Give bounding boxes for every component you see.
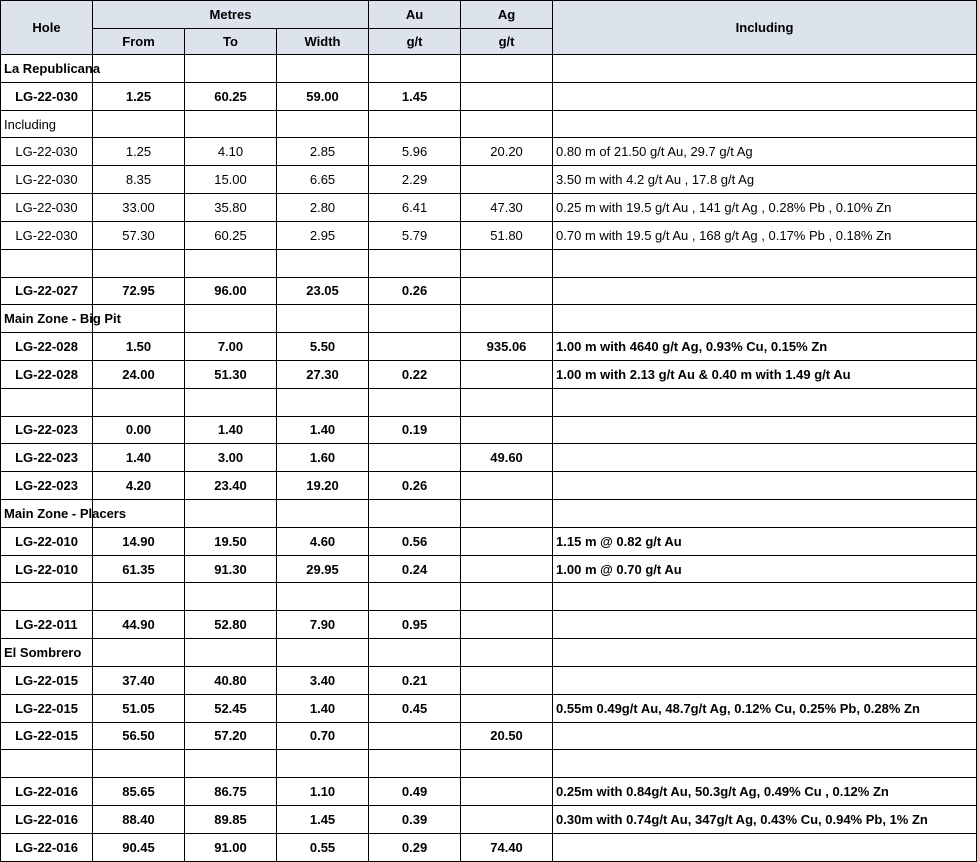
empty-cell <box>277 388 369 416</box>
empty-cell <box>185 583 277 611</box>
width-cell: 1.45 <box>277 805 369 833</box>
section-label: Including <box>1 110 93 138</box>
hole-cell: LG-22-016 <box>1 833 93 861</box>
au-cell: 0.49 <box>369 778 461 806</box>
empty-cell <box>277 750 369 778</box>
including-cell: 1.00 m with 4640 g/t Ag, 0.93% Cu, 0.15% Zn <box>553 333 977 361</box>
table-row <box>1 722 977 750</box>
including-cell: 1.15 m @ 0.82 g/t Au <box>553 527 977 555</box>
ag-cell: 20.50 <box>461 722 553 750</box>
width-cell: 1.40 <box>277 694 369 722</box>
section-label: Main Zone - Big Pit <box>1 305 93 333</box>
from-cell: 57.30 <box>93 221 185 249</box>
header-metres: Metres <box>93 1 369 29</box>
empty-cell <box>461 249 553 277</box>
empty-cell <box>461 110 553 138</box>
ag-cell: 49.60 <box>461 444 553 472</box>
empty-cell <box>553 388 977 416</box>
header-au: Au <box>369 1 461 29</box>
empty-cell <box>553 500 977 528</box>
empty-cell <box>1 388 93 416</box>
header-ag-unit: g/t <box>461 29 553 55</box>
au-cell: 0.95 <box>369 611 461 639</box>
table-header <box>1 1 977 55</box>
hole-cell: LG-22-030 <box>1 194 93 222</box>
to-cell: 89.85 <box>185 805 277 833</box>
to-cell: 15.00 <box>185 166 277 194</box>
width-cell: 0.55 <box>277 833 369 861</box>
table-row <box>1 778 977 806</box>
ag-cell <box>461 611 553 639</box>
empty-cell <box>1 750 93 778</box>
empty-cell <box>461 305 553 333</box>
empty-cell <box>93 750 185 778</box>
empty-cell <box>185 55 277 83</box>
to-cell: 86.75 <box>185 778 277 806</box>
empty-cell <box>369 583 461 611</box>
width-cell: 4.60 <box>277 527 369 555</box>
au-cell <box>369 333 461 361</box>
au-cell: 5.96 <box>369 138 461 166</box>
empty-cell <box>461 55 553 83</box>
to-cell: 4.10 <box>185 138 277 166</box>
empty-cell <box>553 110 977 138</box>
from-cell: 56.50 <box>93 722 185 750</box>
table-row <box>1 166 977 194</box>
section-label: La Republicana <box>1 55 93 83</box>
hole-cell: LG-22-028 <box>1 333 93 361</box>
empty-cell <box>185 388 277 416</box>
table-row <box>1 138 977 166</box>
table-row <box>1 805 977 833</box>
ag-cell <box>461 555 553 583</box>
au-cell: 6.41 <box>369 194 461 222</box>
hole-cell: LG-22-023 <box>1 416 93 444</box>
to-cell: 57.20 <box>185 722 277 750</box>
from-cell: 37.40 <box>93 666 185 694</box>
hole-cell: LG-22-015 <box>1 666 93 694</box>
from-cell: 4.20 <box>93 472 185 500</box>
including-cell <box>553 666 977 694</box>
spacer-row <box>1 388 977 416</box>
empty-cell <box>185 249 277 277</box>
width-cell: 23.05 <box>277 277 369 305</box>
ag-cell: 51.80 <box>461 221 553 249</box>
to-cell: 91.30 <box>185 555 277 583</box>
from-cell: 1.25 <box>93 138 185 166</box>
empty-cell <box>93 639 185 667</box>
ag-cell <box>461 416 553 444</box>
empty-cell <box>277 55 369 83</box>
empty-cell <box>185 305 277 333</box>
including-cell: 3.50 m with 4.2 g/t Au , 17.8 g/t Ag <box>553 166 977 194</box>
empty-cell <box>1 583 93 611</box>
empty-cell <box>369 249 461 277</box>
hole-cell: LG-22-030 <box>1 82 93 110</box>
empty-cell <box>93 55 185 83</box>
header-including: Including <box>553 1 977 55</box>
au-cell: 0.19 <box>369 416 461 444</box>
table-row <box>1 527 977 555</box>
section-label: Main Zone - Placers <box>1 500 93 528</box>
au-cell: 2.29 <box>369 166 461 194</box>
from-cell: 0.00 <box>93 416 185 444</box>
width-cell: 2.85 <box>277 138 369 166</box>
table-row <box>1 833 977 861</box>
to-cell: 52.80 <box>185 611 277 639</box>
including-cell: 1.00 m with 2.13 g/t Au & 0.40 m with 1.49 g/t Au <box>553 360 977 388</box>
section-row <box>1 639 977 667</box>
empty-cell <box>277 110 369 138</box>
empty-cell <box>461 583 553 611</box>
header-from: From <box>93 29 185 55</box>
from-cell: 51.05 <box>93 694 185 722</box>
including-cell <box>553 472 977 500</box>
including-cell <box>553 611 977 639</box>
from-cell: 33.00 <box>93 194 185 222</box>
to-cell: 60.25 <box>185 221 277 249</box>
section-row <box>1 110 977 138</box>
hole-cell: LG-22-010 <box>1 555 93 583</box>
to-cell: 1.40 <box>185 416 277 444</box>
table-row <box>1 277 977 305</box>
from-cell: 72.95 <box>93 277 185 305</box>
empty-cell <box>1 249 93 277</box>
including-cell: 1.00 m @ 0.70 g/t Au <box>553 555 977 583</box>
header-hole: Hole <box>1 1 93 55</box>
width-cell: 27.30 <box>277 360 369 388</box>
table-row <box>1 416 977 444</box>
including-cell: 0.25m with 0.84g/t Au, 50.3g/t Ag, 0.49% Cu , 0.12% Zn <box>553 778 977 806</box>
au-cell: 1.45 <box>369 82 461 110</box>
empty-cell <box>461 500 553 528</box>
empty-cell <box>553 305 977 333</box>
ag-cell <box>461 778 553 806</box>
to-cell: 35.80 <box>185 194 277 222</box>
empty-cell <box>461 388 553 416</box>
from-cell: 1.40 <box>93 444 185 472</box>
header-ag: Ag <box>461 1 553 29</box>
width-cell: 7.90 <box>277 611 369 639</box>
table-row <box>1 82 977 110</box>
au-cell: 0.21 <box>369 666 461 694</box>
hole-cell: LG-22-028 <box>1 360 93 388</box>
empty-cell <box>93 110 185 138</box>
ag-cell <box>461 166 553 194</box>
empty-cell <box>277 639 369 667</box>
from-cell: 14.90 <box>93 527 185 555</box>
au-cell: 0.39 <box>369 805 461 833</box>
table-row <box>1 555 977 583</box>
au-cell: 0.26 <box>369 472 461 500</box>
section-row <box>1 500 977 528</box>
hole-cell: LG-22-030 <box>1 221 93 249</box>
to-cell: 7.00 <box>185 333 277 361</box>
including-cell: 0.25 m with 19.5 g/t Au , 141 g/t Ag , 0.28% Pb , 0.10% Zn <box>553 194 977 222</box>
table-row <box>1 666 977 694</box>
au-cell: 0.56 <box>369 527 461 555</box>
hole-cell: LG-22-011 <box>1 611 93 639</box>
empty-cell <box>93 249 185 277</box>
ag-cell <box>461 805 553 833</box>
empty-cell <box>461 750 553 778</box>
hole-cell: LG-22-010 <box>1 527 93 555</box>
table-row <box>1 360 977 388</box>
width-cell: 2.95 <box>277 221 369 249</box>
hole-cell: LG-22-023 <box>1 472 93 500</box>
au-cell: 0.29 <box>369 833 461 861</box>
empty-cell <box>93 583 185 611</box>
empty-cell <box>185 500 277 528</box>
to-cell: 3.00 <box>185 444 277 472</box>
width-cell: 59.00 <box>277 82 369 110</box>
empty-cell <box>553 249 977 277</box>
table-body <box>1 55 977 862</box>
empty-cell <box>369 55 461 83</box>
table-row <box>1 444 977 472</box>
including-cell <box>553 82 977 110</box>
section-row <box>1 305 977 333</box>
to-cell: 40.80 <box>185 666 277 694</box>
to-cell: 91.00 <box>185 833 277 861</box>
to-cell: 51.30 <box>185 360 277 388</box>
table-row <box>1 472 977 500</box>
table-row <box>1 694 977 722</box>
hole-cell: LG-22-027 <box>1 277 93 305</box>
empty-cell <box>553 639 977 667</box>
including-cell <box>553 416 977 444</box>
ag-cell <box>461 277 553 305</box>
ag-cell <box>461 527 553 555</box>
from-cell: 85.65 <box>93 778 185 806</box>
empty-cell <box>369 750 461 778</box>
au-cell: 0.22 <box>369 360 461 388</box>
from-cell: 1.25 <box>93 82 185 110</box>
ag-cell <box>461 82 553 110</box>
to-cell: 19.50 <box>185 527 277 555</box>
au-cell: 0.24 <box>369 555 461 583</box>
from-cell: 88.40 <box>93 805 185 833</box>
empty-cell <box>277 583 369 611</box>
spacer-row <box>1 750 977 778</box>
empty-cell <box>369 639 461 667</box>
to-cell: 96.00 <box>185 277 277 305</box>
empty-cell <box>369 500 461 528</box>
to-cell: 52.45 <box>185 694 277 722</box>
hole-cell: LG-22-030 <box>1 166 93 194</box>
ag-cell: 20.20 <box>461 138 553 166</box>
table-row <box>1 611 977 639</box>
au-cell: 5.79 <box>369 221 461 249</box>
empty-cell <box>277 305 369 333</box>
empty-cell <box>553 55 977 83</box>
hole-cell: LG-22-016 <box>1 778 93 806</box>
ag-cell: 74.40 <box>461 833 553 861</box>
empty-cell <box>93 388 185 416</box>
width-cell: 1.40 <box>277 416 369 444</box>
empty-cell <box>461 639 553 667</box>
width-cell: 0.70 <box>277 722 369 750</box>
width-cell: 2.80 <box>277 194 369 222</box>
au-cell <box>369 722 461 750</box>
hole-cell: LG-22-015 <box>1 722 93 750</box>
table-row <box>1 333 977 361</box>
ag-cell <box>461 694 553 722</box>
including-cell <box>553 722 977 750</box>
empty-cell <box>185 639 277 667</box>
ag-cell: 47.30 <box>461 194 553 222</box>
table-row <box>1 194 977 222</box>
ag-cell <box>461 472 553 500</box>
section-row <box>1 55 977 83</box>
hole-cell: LG-22-023 <box>1 444 93 472</box>
empty-cell <box>553 750 977 778</box>
from-cell: 24.00 <box>93 360 185 388</box>
width-cell: 6.65 <box>277 166 369 194</box>
spacer-row <box>1 583 977 611</box>
to-cell: 23.40 <box>185 472 277 500</box>
empty-cell <box>277 249 369 277</box>
empty-cell <box>369 388 461 416</box>
hole-cell: LG-22-015 <box>1 694 93 722</box>
au-cell: 0.26 <box>369 277 461 305</box>
including-cell <box>553 833 977 861</box>
hole-cell: LG-22-030 <box>1 138 93 166</box>
spacer-row <box>1 249 977 277</box>
section-label: El Sombrero <box>1 639 93 667</box>
empty-cell <box>277 500 369 528</box>
width-cell: 19.20 <box>277 472 369 500</box>
from-cell: 1.50 <box>93 333 185 361</box>
from-cell: 61.35 <box>93 555 185 583</box>
width-cell: 5.50 <box>277 333 369 361</box>
to-cell: 60.25 <box>185 82 277 110</box>
including-cell: 0.80 m of 21.50 g/t Au, 29.7 g/t Ag <box>553 138 977 166</box>
header-to: To <box>185 29 277 55</box>
including-cell: 0.30m with 0.74g/t Au, 347g/t Ag, 0.43% Cu, 0.94% Pb, 1% Zn <box>553 805 977 833</box>
empty-cell <box>553 583 977 611</box>
including-cell <box>553 277 977 305</box>
hole-cell: LG-22-016 <box>1 805 93 833</box>
ag-cell <box>461 360 553 388</box>
width-cell: 3.40 <box>277 666 369 694</box>
au-cell: 0.45 <box>369 694 461 722</box>
from-cell: 8.35 <box>93 166 185 194</box>
au-cell <box>369 444 461 472</box>
including-cell: 0.70 m with 19.5 g/t Au , 168 g/t Ag , 0.17% Pb , 0.18% Zn <box>553 221 977 249</box>
empty-cell <box>185 110 277 138</box>
from-cell: 44.90 <box>93 611 185 639</box>
empty-cell <box>185 750 277 778</box>
empty-cell <box>369 110 461 138</box>
table-row <box>1 221 977 249</box>
from-cell: 90.45 <box>93 833 185 861</box>
empty-cell <box>369 305 461 333</box>
width-cell: 29.95 <box>277 555 369 583</box>
ag-cell: 935.06 <box>461 333 553 361</box>
ag-cell <box>461 666 553 694</box>
width-cell: 1.10 <box>277 778 369 806</box>
header-width: Width <box>277 29 369 55</box>
width-cell: 1.60 <box>277 444 369 472</box>
including-cell <box>553 444 977 472</box>
including-cell: 0.55m 0.49g/t Au, 48.7g/t Ag, 0.12% Cu, 0.25% Pb, 0.28% Zn <box>553 694 977 722</box>
header-au-unit: g/t <box>369 29 461 55</box>
